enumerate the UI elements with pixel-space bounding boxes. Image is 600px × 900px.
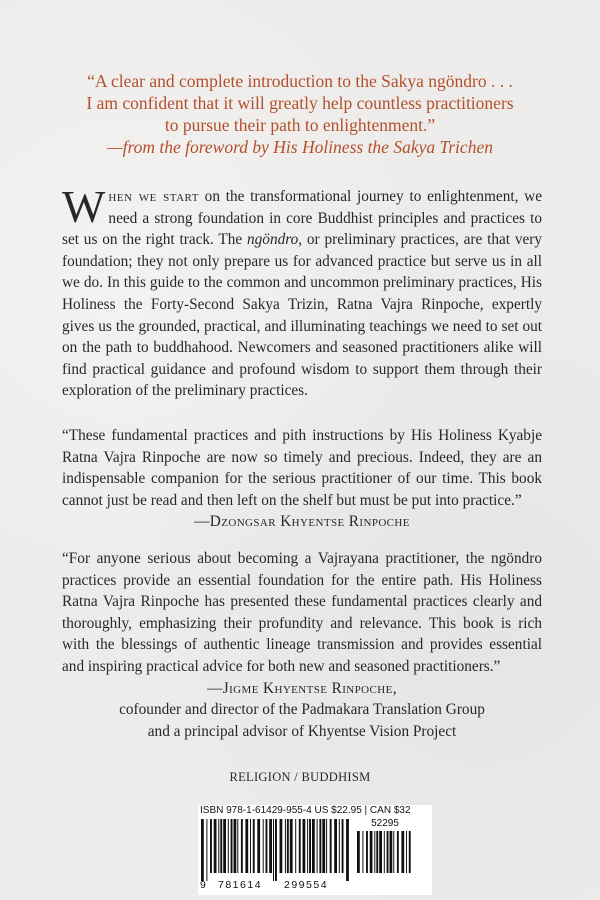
barcode-right-digits: 299554	[284, 879, 329, 891]
barcode-lead-digit: 9	[200, 879, 206, 891]
isbn-barcode	[198, 805, 432, 895]
featured-quote-line-3: to pursue their path to enlightenment.”	[164, 115, 436, 135]
endorsement-dzongsar	[62, 425, 542, 533]
subject-category: RELIGION / BUDDHISM	[229, 770, 371, 784]
featured-quote	[40, 70, 560, 158]
featured-quote-line-1: “A clear and complete introduction to the Sakya ngöndro . . .	[87, 71, 513, 91]
description-italic-term: ngöndro	[247, 231, 299, 249]
endorsement-attribution: —Jigme Khyentse Rinpoche,	[207, 679, 397, 697]
featured-quote-line-2: I am confident that it will greatly help countless practitioners	[86, 93, 514, 113]
description-smallcaps-opening: hen we start	[108, 188, 199, 205]
endorser-role-line-2: and a principal advisor of Khyentse Vision Project	[147, 722, 457, 740]
isbn-price-line: ISBN 978-1-61429-955-4 US $22.95 | CAN $32	[200, 805, 411, 816]
endorsement-jigme	[62, 548, 542, 742]
endorsement-text: “These fundamental practices and pith instructions by His Holiness Kyabje Ratna Vajra Rinpoche are now so timely and precious. Indeed, they are an indispensable companion for the serious practitioner of our time. This book cannot just be read and then left on the shelf but must be put into practice.”	[62, 427, 542, 509]
endorser-role-line-1: cofounder and director of the Padmakara Translation Group	[119, 701, 485, 719]
ean-barcode-bars	[200, 819, 350, 881]
endorsement-text: “For anyone serious about becoming a Vajrayana practitioner, the ngöndro practices provide an essential foundation for the entire path. His Holiness Ratna Vajra Rinpoche has presented these fundamental practices clearly and thoroughly, emphasizing their profundity and relevance. This book is rich with the blessings of authentic lineage transmission and provides essential and inspiring practical advice for both new and seasoned practitioners.”	[62, 550, 542, 675]
featured-quote-attribution: —from the foreword by His Holiness the Sakya Trichen	[107, 137, 493, 157]
price-addon-number: 52295	[371, 818, 399, 829]
description-text-part-1: on the transformational journey to enlightenment, we need a strong foundation in core Buddhist principles and practices to set us on the right track. The	[62, 188, 542, 249]
description-text-part-2: , or preliminary practices, are that very foundation; they not only prepare us for advanced practice but serve us in all we do. In this guide to the common and uncommon preliminary practices, His Holiness the Forty-Second Sakya Trizin, Ratna Vajra Rinpoche, expertly gives us the grounded, practical, and illuminating teachings we need to set out on the path to buddhahood. Newcomers and seasoned practitioners alike will find practical guidance and profound wisdom to support them through their exploration of the preliminary practices.	[62, 231, 542, 400]
drop-cap: W	[62, 181, 106, 232]
endorsement-attribution: —Dzongsar Khyentse Rinpoche	[194, 513, 410, 531]
barcode-left-digits: 781614	[218, 879, 263, 891]
book-description	[62, 181, 542, 402]
price-addon-bars	[356, 831, 414, 881]
